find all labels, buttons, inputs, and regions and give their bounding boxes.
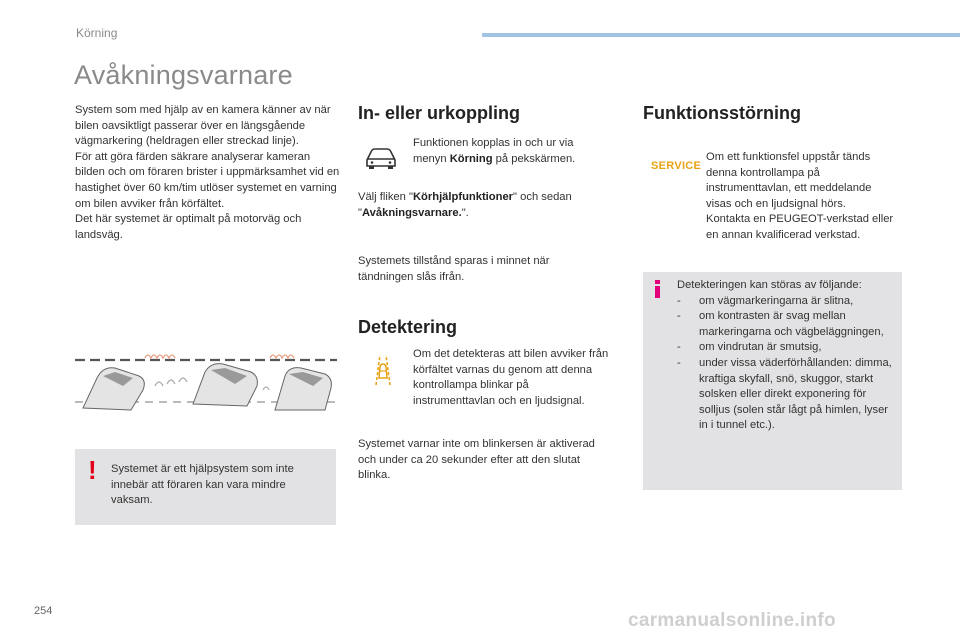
info-intro: Detekteringen kan störas av följande: (677, 279, 862, 291)
info-dash: - (677, 294, 681, 307)
info-item (677, 356, 899, 434)
header-accent-bar (482, 33, 960, 37)
info-item (677, 309, 899, 340)
heading-detektering: Detektering (358, 317, 458, 337)
service-warning-icon: SERVICE (651, 160, 702, 172)
info-item-text: om vägmarkeringarna är slitna, (699, 294, 854, 307)
info-item-text: om kontrasten är svag mellan markeringarna och vägbeläggningen, (699, 310, 884, 338)
valj-text-a: Välj fliken " (358, 191, 413, 203)
kopplas-text-a: Funktionen kopplas in och ur via menyn (413, 137, 574, 165)
lane-departure-illustration (75, 346, 337, 412)
warning-text: Systemet är ett hjälpsystem som inte innebär att föraren kan vara mindre vaksam. (111, 463, 294, 507)
info-list (677, 278, 899, 434)
valj-text-b: " och sedan " (358, 191, 572, 219)
page-title: Avåkningsvarnare (74, 60, 293, 90)
info-icon (654, 280, 661, 298)
avakning-item-name: Avåkningsvarnare. (361, 206, 462, 219)
valj-paragraph (358, 190, 603, 221)
korhjalp-tab-name: Körhjälpfunktioner (412, 191, 514, 203)
valj-text-c: ". (461, 206, 469, 219)
varnar-paragraph: Systemet varnar inte om blinkersen är aktiverad och under ca 20 sekunder efter att den slutat blinka. (358, 438, 595, 482)
korning-menu-name: Körning (449, 152, 493, 165)
info-item-text: under vissa väderförhållanden: dimma, kraftiga skyfall, snö, skuggor, starkt solsken eller direkt exponering för solljus (solen står lågt på himlen, lyser in i tunnel etc.). (699, 356, 892, 432)
detektering-paragraph: Om det detekteras att bilen avviker från körfältet varnas du genom att denna kontrollampa blinkar på instrumenttavlan och en ljudsignal. (413, 348, 609, 407)
page-number: 254 (34, 605, 53, 617)
funktionsstorning-paragraph: Om ett funktionsfel uppstår tänds denna kontrollampa på instrumenttavlan, ett meddelande visas och en ljudsignal hörs. Kontakta en PEUGEOT-verkstad eller en annan kvalificerad verkstad. (706, 151, 894, 241)
warning-exclamation-icon: ! (88, 455, 97, 485)
intro-paragraph: System som med hjälp av en kamera känner av när bilen oavsiktligt passerar över en längsgående vägmarkering (heldragen eller streckad linje). För att göra färden säkrare analyserar kameran bilden och om föraren brister i uppmärksamhet vid en hastighet över 60 km/tim utlöser systemet en varning om bilen avviker från körfältet. Det här systemet är optimalt på motorväg och landsväg. (75, 104, 340, 241)
kopplas-text-b: på pekskärmen. (492, 152, 576, 165)
watermark: carmanualsonline.info (628, 610, 836, 631)
heading-funktionsstorning: Funktionsstörning (643, 103, 801, 123)
heading-in-urkoppling: In- eller urkoppling (358, 103, 521, 123)
car-outline-icon (363, 144, 399, 170)
info-dash: - (677, 310, 681, 323)
info-item (677, 340, 899, 356)
info-item-text: om vindrutan är smutsig, (699, 341, 822, 354)
kopplas-paragraph (413, 136, 609, 167)
info-dash: - (677, 356, 681, 369)
info-dash: - (677, 341, 681, 354)
lane-departure-icon (371, 354, 395, 386)
section-label: Körning (76, 26, 118, 40)
info-item (677, 294, 899, 310)
sparas-paragraph: Systemets tillstånd sparas i minnet när tändningen slås ifrån. (358, 255, 550, 283)
